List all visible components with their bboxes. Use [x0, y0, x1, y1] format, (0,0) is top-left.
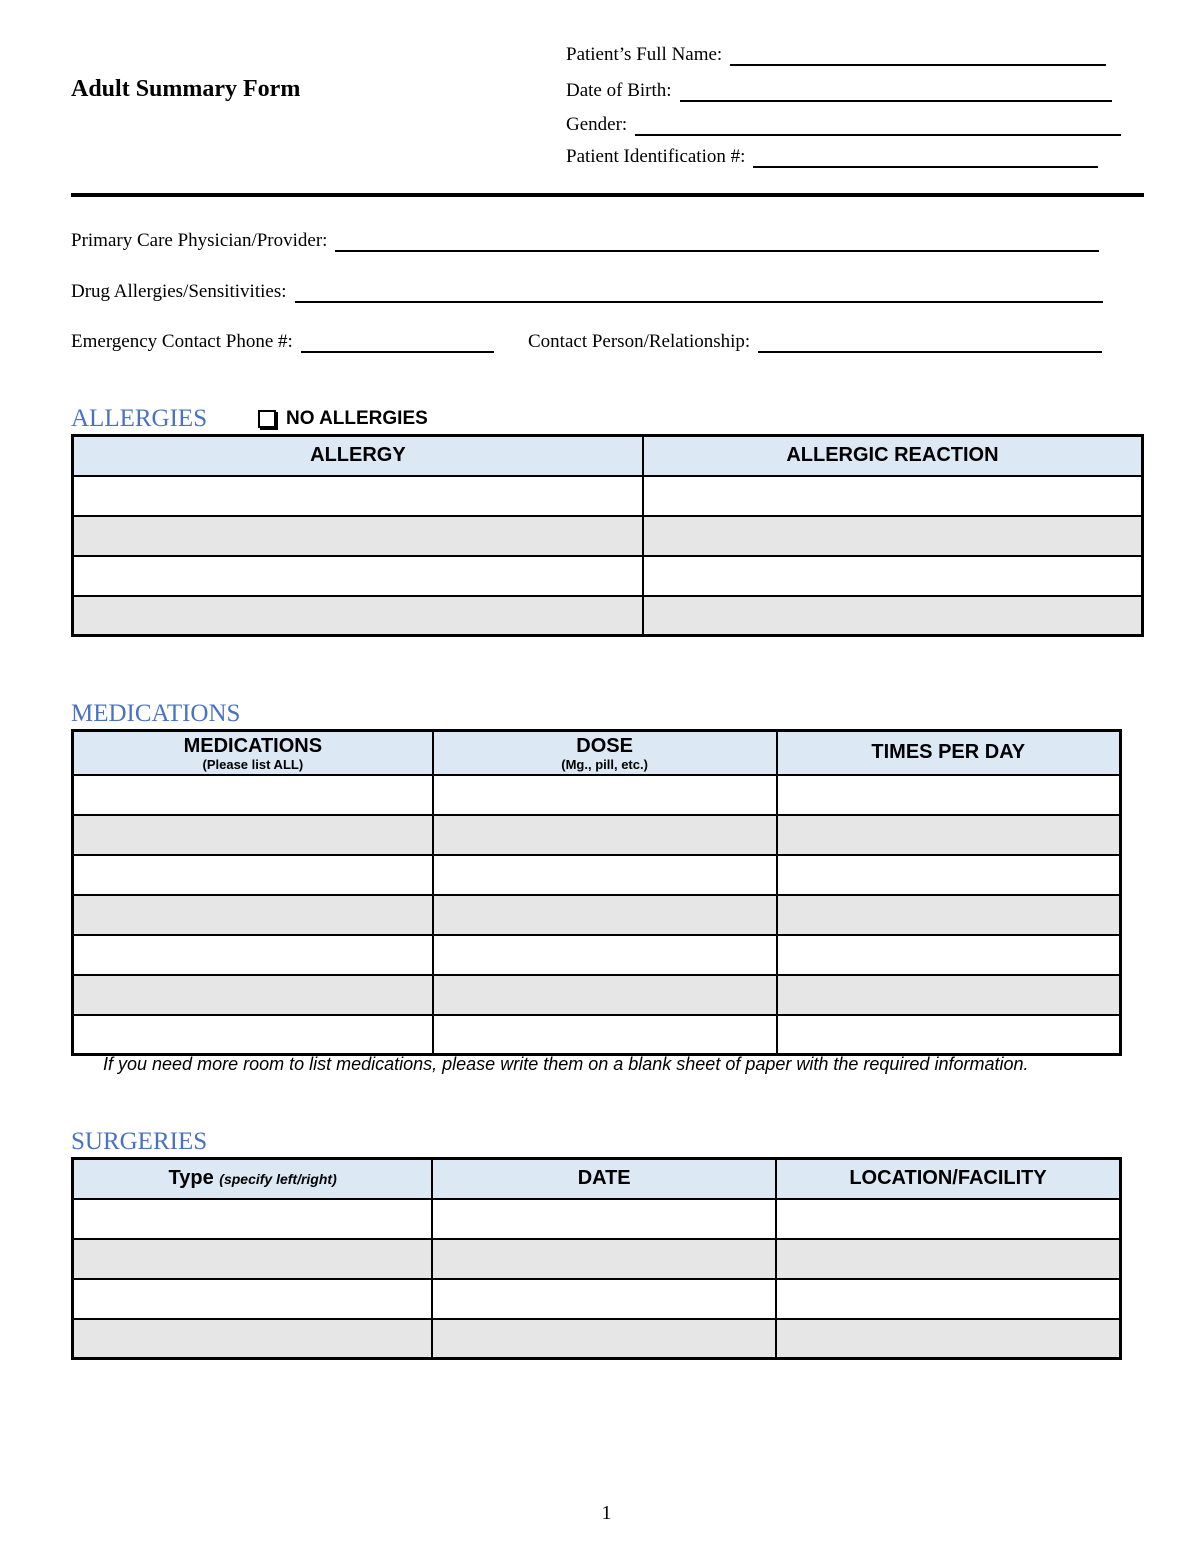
emergency-phone-input[interactable] — [301, 333, 494, 353]
medication-cell[interactable] — [73, 895, 433, 935]
reaction-cell[interactable] — [643, 596, 1143, 636]
dose-column-subtitle: (Mg., pill, etc.) — [561, 756, 648, 772]
dose-cell[interactable] — [433, 1015, 777, 1055]
times-cell[interactable] — [777, 855, 1121, 895]
date-column-header: DATE — [432, 1159, 776, 1199]
table-row — [73, 1239, 1121, 1279]
surgery-location-cell[interactable] — [776, 1279, 1120, 1319]
emergency-phone-field — [71, 331, 494, 353]
allergies-table — [71, 434, 1144, 637]
medication-cell[interactable] — [73, 855, 433, 895]
physician-label: Primary Care Physician/Provider: — [71, 230, 328, 251]
dose-cell[interactable] — [433, 775, 777, 815]
table-header-row — [73, 731, 1121, 775]
contact-person-field — [528, 331, 1102, 353]
patient-full-name-input[interactable] — [730, 46, 1106, 66]
times-cell[interactable] — [777, 815, 1121, 855]
reaction-cell[interactable] — [643, 556, 1143, 596]
table-row — [73, 855, 1121, 895]
date-of-birth-field — [566, 80, 1112, 102]
medications-column-header — [73, 731, 433, 775]
no-allergies-label: NO ALLERGIES — [286, 408, 428, 429]
table-row — [73, 975, 1121, 1015]
allergy-column-header: ALLERGY — [73, 436, 643, 476]
checkbox-icon[interactable] — [258, 410, 276, 428]
patient-id-label: Patient Identification #: — [566, 146, 746, 167]
type-column-title: Type — [168, 1167, 214, 1190]
times-cell[interactable] — [777, 895, 1121, 935]
header-divider — [71, 193, 1144, 197]
dose-cell[interactable] — [433, 895, 777, 935]
table-row — [73, 935, 1121, 975]
drug-allergies-field — [71, 281, 1103, 303]
medications-column-subtitle: (Please list ALL) — [202, 756, 304, 772]
patient-full-name-label: Patient’s Full Name: — [566, 44, 723, 65]
surgery-date-cell[interactable] — [432, 1199, 776, 1239]
medication-cell[interactable] — [73, 1015, 433, 1055]
allergic-reaction-column-header: ALLERGIC REACTION — [643, 436, 1143, 476]
no-allergies-option[interactable] — [258, 408, 428, 430]
table-header-row — [73, 436, 1143, 476]
dose-cell[interactable] — [433, 855, 777, 895]
times-cell[interactable] — [777, 935, 1121, 975]
table-row — [73, 476, 1143, 516]
date-of-birth-label: Date of Birth: — [566, 80, 672, 101]
surgery-type-cell[interactable] — [73, 1319, 433, 1359]
table-row — [73, 815, 1121, 855]
surgery-type-cell[interactable] — [73, 1239, 433, 1279]
times-per-day-column-header: TIMES PER DAY — [777, 731, 1121, 775]
patient-id-field — [566, 146, 1098, 168]
gender-input[interactable] — [635, 116, 1121, 136]
medication-cell[interactable] — [73, 975, 433, 1015]
table-row — [73, 1199, 1121, 1239]
allergy-cell[interactable] — [73, 596, 643, 636]
table-row — [73, 775, 1121, 815]
table-row — [73, 895, 1121, 935]
allergies-heading: ALLERGIES — [71, 405, 208, 432]
medication-cell[interactable] — [73, 935, 433, 975]
drug-allergies-label: Drug Allergies/Sensitivities: — [71, 281, 287, 302]
surgery-type-cell[interactable] — [73, 1199, 433, 1239]
allergy-cell[interactable] — [73, 476, 643, 516]
medication-cell[interactable] — [73, 815, 433, 855]
surgeries-heading: SURGERIES — [71, 1128, 208, 1155]
gender-field — [566, 114, 1121, 136]
gender-label: Gender: — [566, 114, 628, 135]
form-title: Adult Summary Form — [71, 76, 301, 102]
drug-allergies-input[interactable] — [295, 283, 1103, 303]
allergy-cell[interactable] — [73, 516, 643, 556]
physician-input[interactable] — [335, 232, 1099, 252]
dose-column-title: DOSE — [576, 734, 633, 757]
patient-id-input[interactable] — [753, 148, 1098, 168]
times-cell[interactable] — [777, 1015, 1121, 1055]
location-column-header: LOCATION/FACILITY — [776, 1159, 1120, 1199]
medications-heading: MEDICATIONS — [71, 700, 241, 727]
dose-cell[interactable] — [433, 815, 777, 855]
medications-table — [71, 729, 1122, 1056]
physician-field — [71, 230, 1099, 252]
dose-cell[interactable] — [433, 975, 777, 1015]
surgery-date-cell[interactable] — [432, 1239, 776, 1279]
surgeries-table — [71, 1157, 1122, 1360]
date-of-birth-input[interactable] — [680, 82, 1112, 102]
table-row — [73, 516, 1143, 556]
medications-column-title: MEDICATIONS — [183, 734, 323, 757]
table-row — [73, 556, 1143, 596]
surgery-type-cell[interactable] — [73, 1279, 433, 1319]
surgery-location-cell[interactable] — [776, 1239, 1120, 1279]
contact-person-label: Contact Person/Relationship: — [528, 331, 751, 352]
dose-cell[interactable] — [433, 935, 777, 975]
type-column-subtitle: (specify left/right) — [219, 1171, 337, 1188]
emergency-phone-label: Emergency Contact Phone #: — [71, 331, 293, 352]
table-row — [73, 1015, 1121, 1055]
page-number: 1 — [601, 1502, 612, 1524]
surgery-location-cell[interactable] — [776, 1319, 1120, 1359]
patient-full-name-field — [566, 44, 1106, 66]
medication-cell[interactable] — [73, 775, 433, 815]
table-row — [73, 1319, 1121, 1359]
dose-column-header — [433, 731, 777, 775]
allergy-cell[interactable] — [73, 556, 643, 596]
surgery-location-cell[interactable] — [776, 1199, 1120, 1239]
reaction-cell[interactable] — [643, 516, 1143, 556]
surgery-date-cell[interactable] — [432, 1279, 776, 1319]
table-row — [73, 596, 1143, 636]
contact-person-input[interactable] — [758, 333, 1102, 353]
reaction-cell[interactable] — [643, 476, 1143, 516]
times-cell[interactable] — [777, 975, 1121, 1015]
times-cell[interactable] — [777, 775, 1121, 815]
table-header-row — [73, 1159, 1121, 1199]
table-row — [73, 1279, 1121, 1319]
surgery-date-cell[interactable] — [432, 1319, 776, 1359]
type-column-header — [73, 1159, 433, 1199]
medications-note: If you need more room to list medications, please write them on a blank sheet of paper with the required information. — [103, 1054, 1029, 1074]
